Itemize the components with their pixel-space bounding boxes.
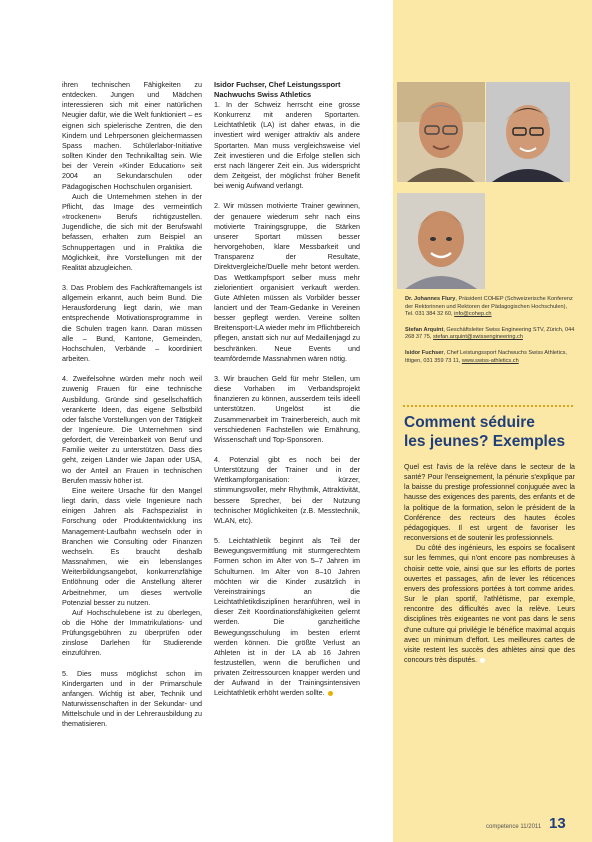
french-title-line-1: Comment séduire xyxy=(404,414,535,431)
interview-answer: 1. In der Schweiz herrscht eine grosse Konkurrenz mit anderen Sportarten. Leichtathletik (LA) ist daher etwas, in die investiert wird weniger attraktiv als andere Sportarten. Man muss vergleichsweise viel Zeit investieren und die Erfolge stellen sich erst nach längerer Zeit ein. Jus widerspricht dem Zeitgeist, der möglichst früher Benefit bei wenig Aufwand verlangt. xyxy=(214,100,360,191)
interview-heading xyxy=(214,80,360,100)
bio-link[interactable]: stefan.arquint@swissengineering.ch xyxy=(433,334,523,341)
heading-line-2: Nachwuchs Swiss Athletics xyxy=(214,90,312,99)
french-title-line-2: les jeunes? Exemples xyxy=(404,433,566,450)
column-left xyxy=(62,80,202,730)
french-box-title xyxy=(404,413,579,451)
column-left-paragraph: Auch die Unternehmen stehen in der Pflicht, das Image des vermeintlich «trockenen» Berufs richtigzustellen. Jugendliche, die sich mit der Berufswahl befassen, erhalten zum Beispiel an Schnuppertagen und in Praktika die Möglichkeit, ihre Vorstellungen mit der Realität abzugleichen. xyxy=(62,191,202,272)
contributor-bios xyxy=(405,296,575,373)
bio-name: Dr. Johannes Flury xyxy=(405,296,456,302)
bio-link[interactable]: info@cohep.ch xyxy=(454,311,492,318)
column-left-paragraph: Auf Hochschulebene ist zu überlegen, ob die Höhe der Immatrikulations- und Prüfungsgebühren zu überprüfen oder zinslose Darlehen für Studierende einzuführen. xyxy=(62,607,202,658)
heading-line-1: Isidor Fuchser, Chef Leistungssport xyxy=(214,80,341,89)
french-paragraph: Du côté des ingénieurs, les espoirs se focalisent sur les femmes, qui n'ont encore pas nombreuses à choisir cette voie, ainsi que sur les efforts de portes ouvertes et passages, afin de lever les réticences envers des professions portées à tort comme arides. Sur le plan sportif, l'athlétisme, par exemple, rencontre des difficultés avec la relève. Leurs disciplines très exigeantes ne vont pas dans le sens d'une culture qui privilégie le bénéfice maximal acquis avec un minimum d'effort. Les meilleures cartes de visite restent les succès des athlètes ainsi que des concours très disputés. xyxy=(404,544,575,664)
bio-entry xyxy=(405,296,575,319)
interview-answers xyxy=(214,100,360,699)
bio-details: , Chef Leistungssport Nachwuchs Swiss Athletics, Ittigen, 031 359 73 11, xyxy=(405,349,567,364)
french-paragraph: Quel est l'avis de la relève dans le secteur de la santé? Pour l'enseignement, la pénurie s'explique par la baisse du prestige professionnel conjuguée avec la hausse des exigences des parents, des enfants et de la politique de la formation, selon le président de la Conférence des recteurs des hautes écoles pédagogiques. Il est urgent de favoriser les reconversions et de soutenir les professionnels. xyxy=(404,463,575,543)
bio-link[interactable]: www.swiss-athletics.ch xyxy=(461,357,519,364)
portrait-photo-johannes-flury xyxy=(397,82,485,182)
bio-entry xyxy=(405,350,575,365)
bio-name: Isidor Fuchser xyxy=(405,349,444,356)
interview-answer: 3. Wir brauchen Geld für mehr Stellen, um diese Vorhaben im Verbandsprojekt finanzieren zu können, ausserdem teils ideell unterstützen. Ungelöst ist die Zusammenarbeit im Trainerbereich, auch mit verschiedenen Fachstellen wie Ernährung, Wissenschaft und Top-Sponsoren. xyxy=(214,373,360,444)
column-middle xyxy=(214,80,360,699)
interview-answer: 4. Potenzial gibt es noch bei der Unterstützung der Trainer und in der Wettkampforganisation: kürzer, stimmungsvoller, mehr Rhythmik, Attraktivität, bessere Sprecher, bei der Nutzung technischer Möglichkeiten (z.B. Messtechnik, WLAN, etc). xyxy=(214,455,360,525)
page-number: 13 xyxy=(549,815,566,832)
footer-publication: competence 11/2011 xyxy=(486,824,542,830)
end-mark-icon xyxy=(480,658,485,663)
end-mark-icon xyxy=(328,691,333,696)
portrait-photo-isidor-fuchser xyxy=(397,193,485,289)
bio-details: , Präsident COHEP (Schweizerische Konferenz der Rektorinnen und Rektoren der Pädagogischen Hochschulen), Tel. 031 384 32 60, xyxy=(405,296,573,318)
column-left-paragraph: Eine weitere Ursache für den Mangel liegt darin, dass viele Ingenieure nach einigen Jahren als Fachspezialist in Forschung oder Produktentwicklung ins Management-Laufbahn wechseln oder in Branchen wie Consulting oder Finanzen wechseln. Es braucht deshalb Massnahmen, wie ein lebenslanges Weiterbildungsangebot, konkurrenzfähige Entlöhnung oder die Anstellung älterer Arbeitnehmer, um dieses wertvolle Potenzial besser zu nutzen. xyxy=(62,485,202,607)
bio-details: , Geschäftsleiter Swiss Engineering STV, Zürich, 044 268 37 75, xyxy=(405,326,575,341)
column-left-paragraph: 5. Dies muss möglichst schon im Kindergarten und in der Primarschule anfangen. Wichtig ist aber, Technik und Naturwissenschaften in der Sekundar- und Mittelschule und in der Lehrerausbildung zu thematisieren. xyxy=(62,668,202,729)
column-left-paragraph: 3. Das Problem des Fachkräftemangels ist allgemein erkannt, auch beim Bund. Die Herausforderung liegt darin, wie man entsprechende Motivationsprogramme in die Schulen tragen kann. Daran müssen alle – Bund, Kantone, Gemeinden, Hochschulen, Verbände – koordiniert arbeiten. xyxy=(62,282,202,364)
interview-answer: 5. Leichtathletik beginnt als Teil der Bewegungsvermittlung mit sturmgerechtem Formen schon im Alter von 5–7 Jahren im Schulturnen. Im Alter von 8–10 Jahren möchten wir die Kinder zusätzlich in Vereinstrainings an die Leichtathletikdisziplinen heranführen, weil in dieser Zeit Koordinationsfähigkeiten gelernt werden. Die ganzheitliche Bewegungsschulung im besten erlernt werden können. Die größte Verlust an Athleten ist in der LA ab 16 Jahren festzustellen, wenn die beruflichen und privaten Zeitressourcen knapper werden und der Aufwand in der Trainingsintensiven Leichtathletik erhöht werden sollte. xyxy=(214,536,360,698)
column-left-paragraph: ihren technischen Fähigkeiten zu entdecken. Jungen und Mädchen interessieren sich mit einer natürlichen Neugier dafür, wie die Welt funktioniert – es eignen sich spielerische Zentren, die den Kindern und Lehrpersonen gleichermassen Spass machen. Schülerlabor-Initiative sollten Kinder den Technikalltag sein. Wie bei der Verein «Kinder Education» seit 2004 an Sekundarschulen oder Pädagogischen Hochschulen organisiert. xyxy=(62,80,202,191)
column-left-paragraph: 4. Zweifelsohne würden mehr noch weil zuwenig Frauen für eine technische Ausbildung. Gründe sind gesellschaftlich verankerte Ideen, das eigene Selbstbild oder falsche Vorstellungen von der Tätigkeit der Ingenieure. Die Unternehmen sind gefordert, die Vereinbarkeit von Beruf und Familie weiter zu unterstützen. Dass dies geht, zeigen Länder wie Japan oder USA, wo der Anteil an Frauen in technischen Berufen massiv höher ist. xyxy=(62,374,202,485)
interview-answer: 2. Wir müssen motivierte Trainer gewinnen, der genauere wiederum sehr nach eins motivierte Trainingsgruppe, die Stärken unserer Sportart müssen besser hervorgehoben, klare Messbarkeit und Transparenz der Resultate, Direktvergleiche/Duelle mehr betont werden. Das Wettkampfsport selber muss mehr zielorientiert organisiert verkauft werden. Gute Athleten müssen als Vorbilder besser lanciert und der Team-Gedanke in Vereinen besser gepflegt werden. Vereine sollten Breitensport-LA wieder mehr im Pflichtbereich pflegen, anstatt sich nur auf Medaillenjagd zu beschränken. Neue Events und teamfördernde Massnahmen wären nötig. xyxy=(214,201,360,363)
portrait-photo-stefan-arquint xyxy=(486,82,570,182)
french-box-text xyxy=(404,462,575,665)
bio-entry xyxy=(405,327,575,342)
bio-name: Stefan Arquint xyxy=(405,326,444,333)
sidebar-divider xyxy=(403,405,573,407)
